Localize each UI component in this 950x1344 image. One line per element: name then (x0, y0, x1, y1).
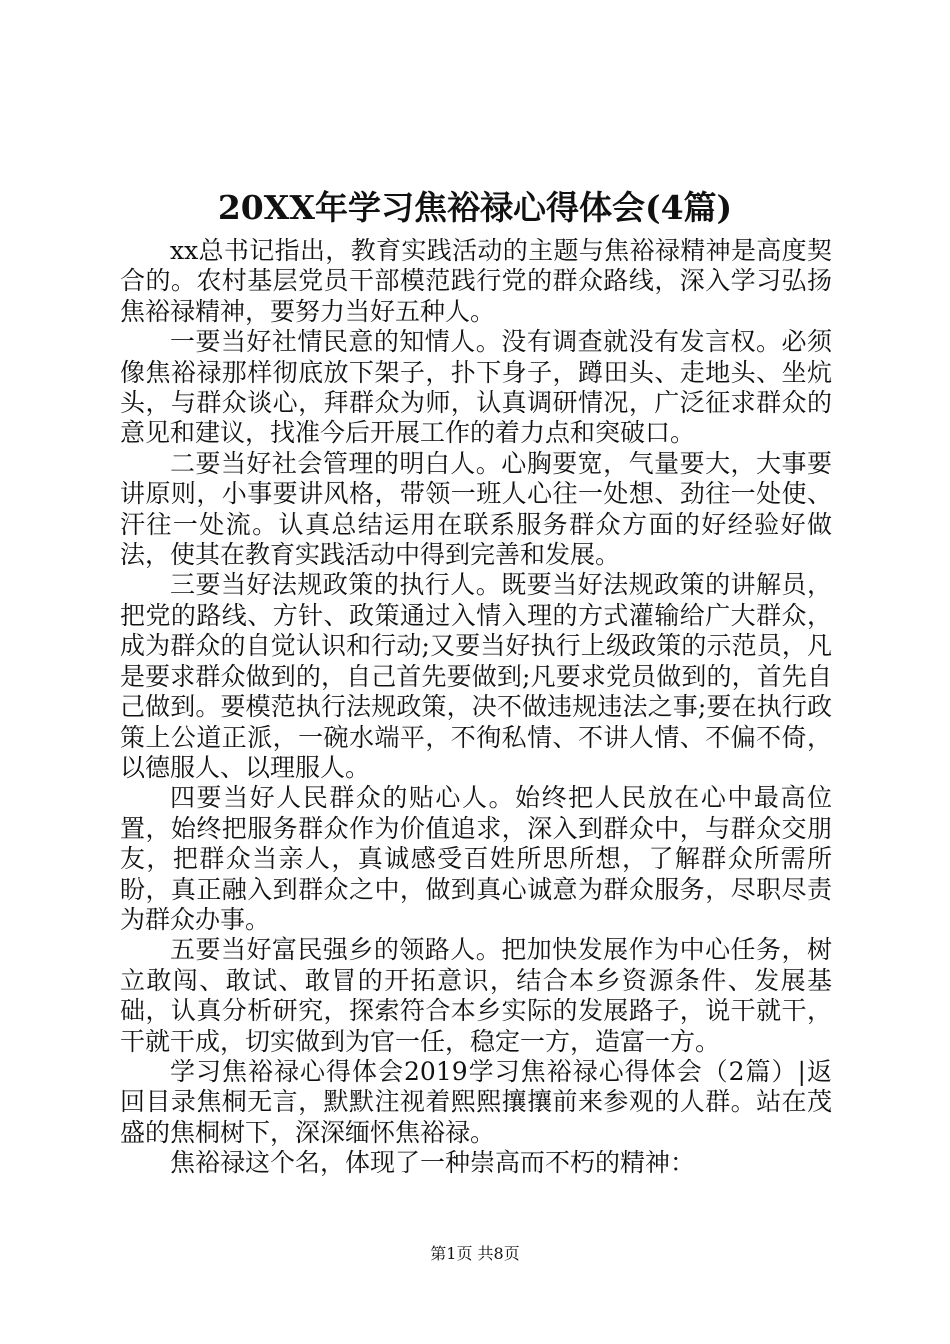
paragraph-point-3: 三要当好法规政策的执行人。既要当好法规政策的讲解员，把党的路线、方针、政策通过入情入理的方式灌输给广大群众，成为群众的自觉认识和行动;又要当好执行上级政策的示范员，凡是要求群众做到的，自己首先要做到;凡要求党员做到的，首先自己做到。要模范执行法规政策，决不做违规违法之事;要在执行政策上公道正派，一碗水端平，不徇私情、不讲人情、不偏不倚，以德服人、以理服人。 (120, 570, 832, 782)
document-body (120, 236, 832, 1179)
page-footer: 第1页 共8页 (430, 1244, 520, 1263)
paragraph-next-article: 学习焦裕禄心得体会2019学习焦裕禄心得体会（2篇）|返回目录焦桐无言，默默注视着熙熙攘攘前来参观的人群。站在茂盛的焦桐树下，深深缅怀焦裕禄。 (120, 1056, 832, 1147)
document-title: 20XX年学习焦裕禄心得体会(4篇) (217, 188, 733, 227)
paragraph-point-4: 四要当好人民群众的贴心人。始终把人民放在心中最高位置，始终把服务群众作为价值追求，深入到群众中，与群众交朋友，把群众当亲人，真诚感受百姓所思所想，了解群众所需所盼，真正融入到群众之中，做到真心诚意为群众服务，尽职尽责为群众办事。 (120, 783, 832, 934)
paragraph-point-1: 一要当好社情民意的知情人。没有调查就没有发言权。必须像焦裕禄那样彻底放下架子，扑下身子，蹲田头、走地头、坐炕头，与群众谈心，拜群众为师，认真调研情况，广泛征求群众的意见和建议，找准今后开展工作的着力点和突破口。 (120, 327, 832, 448)
paragraph-point-5: 五要当好富民强乡的领路人。把加快发展作为中心任务，树立敢闯、敢试、敢冒的开拓意识，结合本乡资源条件、发展基础，认真分析研究，探索符合本乡实际的发展路子，说干就干，干就干成，切实做到为官一任，稳定一方，造富一方。 (120, 935, 832, 1056)
paragraph-intro: xx总书记指出，教育实践活动的主题与焦裕禄精神是高度契合的。农村基层党员干部模范践行党的群众路线，深入学习弘扬焦裕禄精神，要努力当好五种人。 (120, 236, 832, 326)
paragraph-point-2: 二要当好社会管理的明白人。心胸要宽，气量要大，大事要讲原则，小事要讲风格，带领一班人心往一处想、劲往一处使、汗往一处流。认真总结运用在联系服务群众方面的好经验好做法，使其在教育实践活动中得到完善和发展。 (120, 448, 832, 570)
paragraph-closing: 焦裕禄这个名，体现了一种崇高而不朽的精神： (170, 1148, 696, 1178)
